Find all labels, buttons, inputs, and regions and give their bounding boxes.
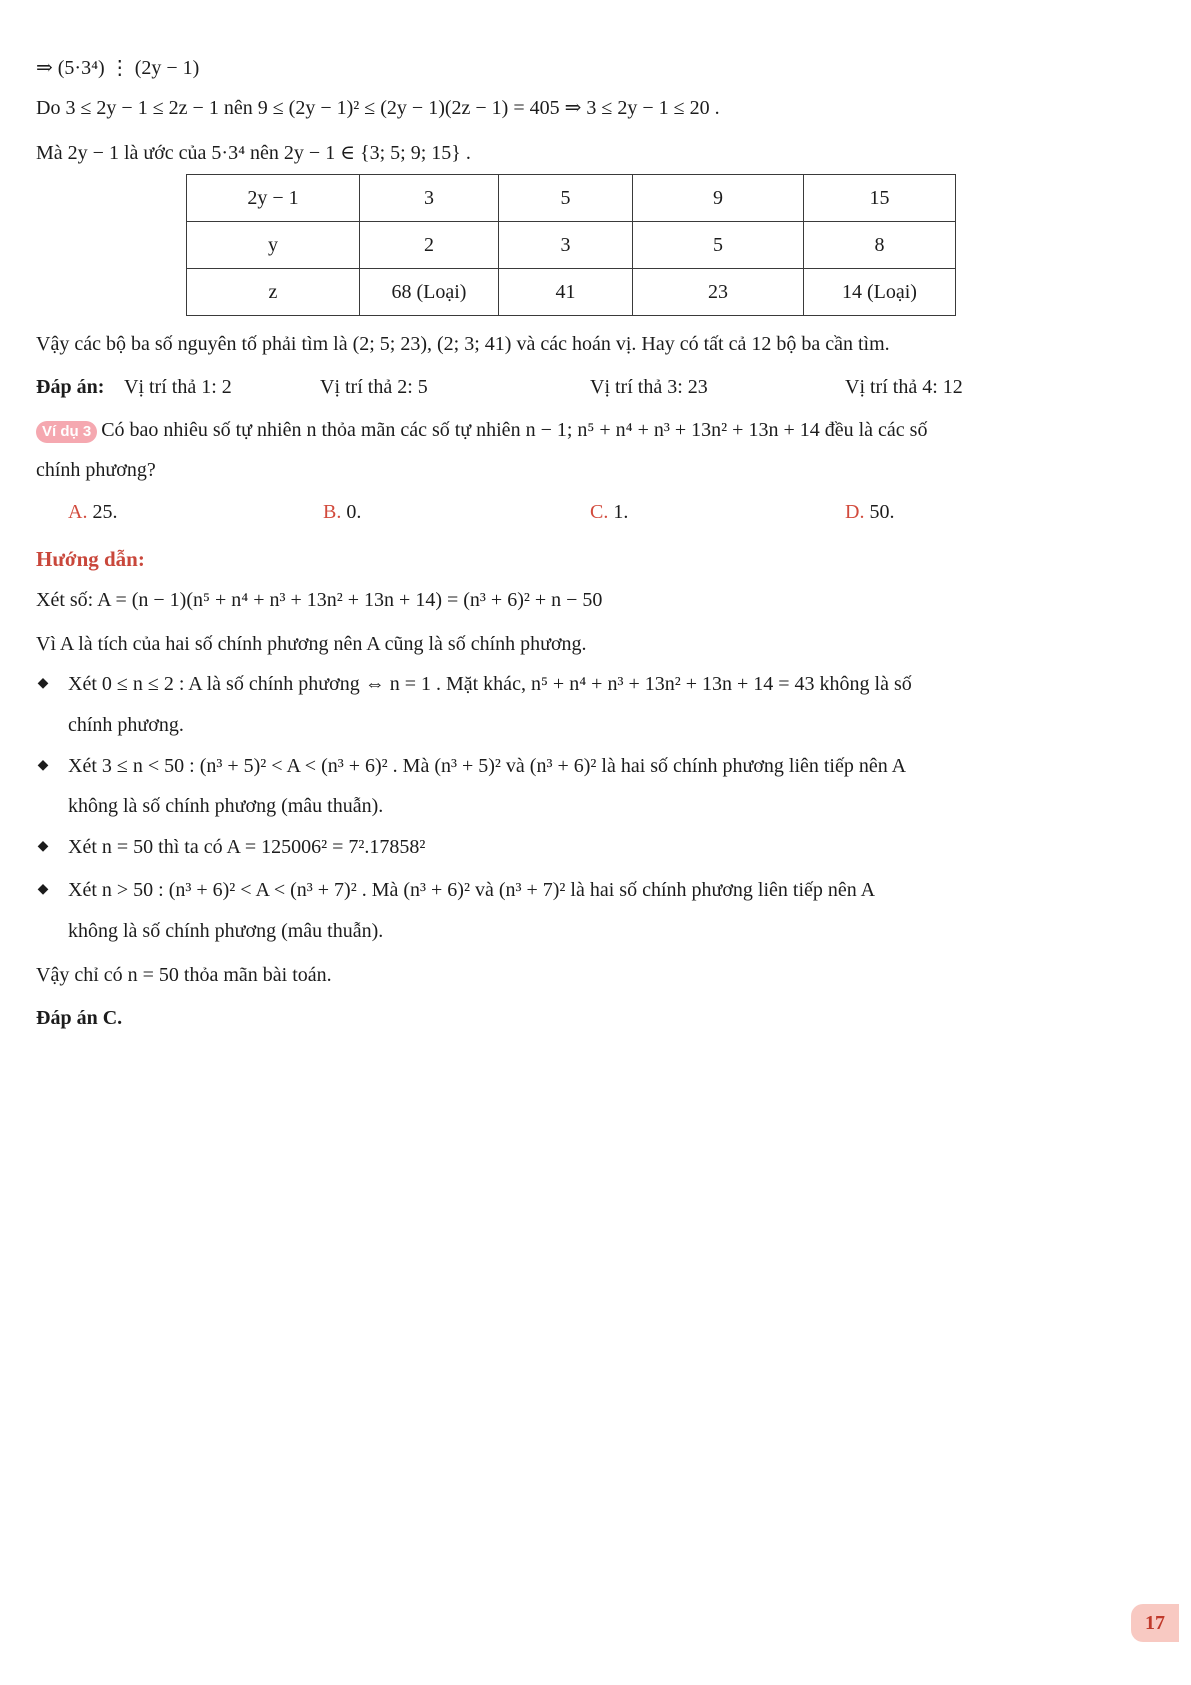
question-text: Có bao nhiêu số tự nhiên n thỏa mãn các số tự nhiên n − 1; n⁵ + n⁴ + n³ + 13n² + 13n + 14 đều là các số bbox=[101, 419, 928, 441]
case-3: Xét n = 50 thì ta có A = 125006² = 7².17858² bbox=[68, 836, 426, 858]
question-continuation: chính phương? bbox=[36, 459, 156, 481]
position-1: Vị trí thả 1: 2 bbox=[124, 376, 232, 398]
final-answer: Đáp án C. bbox=[36, 1007, 123, 1029]
page-number: 17 bbox=[1131, 1604, 1179, 1642]
bullet-icon: ◆ bbox=[37, 839, 49, 854]
option-letter: B. bbox=[323, 501, 342, 523]
table-cell: y bbox=[187, 222, 360, 269]
position-3: Vị trí thả 3: 23 bbox=[590, 376, 708, 398]
position-4: Vị trí thả 4: 12 bbox=[845, 376, 963, 398]
table-cell: 23 bbox=[633, 269, 804, 316]
table-cell: 2y − 1 bbox=[187, 175, 360, 222]
table-cell: 14 (Loại) bbox=[804, 269, 956, 316]
case-4-line-2: không là số chính phương (mâu thuẫn). bbox=[68, 920, 384, 942]
table-cell: 2 bbox=[360, 222, 499, 269]
guide-reasoning: Vì A là tích của hai số chính phương nên A cũng là số chính phương. bbox=[36, 633, 587, 655]
guide-expression: Xét số: A = (n − 1)(n⁵ + n⁴ + n³ + 13n² + 13n + 14) = (n³ + 6)² + n − 50 bbox=[36, 589, 603, 611]
table-row bbox=[187, 269, 956, 316]
table-cell: 68 (Loại) bbox=[360, 269, 499, 316]
final-conclusion: Vậy chỉ có n = 50 thỏa mãn bài toán. bbox=[36, 964, 332, 986]
line-inequality: Do 3 ≤ 2y − 1 ≤ 2z − 1 nên 9 ≤ (2y − 1)² ≤ (2y − 1)(2z − 1) = 405 ⇒ 3 ≤ 2y − 1 ≤ 20 . bbox=[36, 97, 720, 119]
option-letter: C. bbox=[590, 501, 609, 523]
bullet-icon: ◆ bbox=[37, 676, 49, 691]
table-cell: 5 bbox=[499, 175, 633, 222]
position-2: Vị trí thả 2: 5 bbox=[320, 376, 428, 398]
example-question bbox=[36, 416, 927, 444]
option-letter: A. bbox=[68, 501, 88, 523]
case-1-line-2: chính phương. bbox=[68, 714, 184, 736]
option-a[interactable] bbox=[68, 498, 117, 526]
option-d[interactable] bbox=[845, 498, 894, 526]
table-cell: 15 bbox=[804, 175, 956, 222]
option-text: 25. bbox=[92, 501, 118, 523]
table-row bbox=[187, 175, 956, 222]
option-text: 0. bbox=[346, 501, 362, 523]
case-2-line-1: Xét 3 ≤ n < 50 : (n³ + 5)² < A < (n³ + 6)² . Mà (n³ + 5)² và (n³ + 6)² là hai số chính phương liên tiếp nên A bbox=[68, 755, 907, 777]
conclusion-line: Vậy các bộ ba số nguyên tố phải tìm là (2; 5; 23), (2; 3; 41) và các hoán vị. Hay có tất cả 12 bộ ba cần tìm. bbox=[36, 333, 890, 355]
answer-positions bbox=[36, 373, 104, 401]
table-cell: 41 bbox=[499, 269, 633, 316]
guide-heading: Hướng dẫn: bbox=[36, 547, 145, 571]
solution-table bbox=[186, 174, 956, 316]
example-badge: Ví dụ 3 bbox=[36, 421, 97, 443]
option-text: 1. bbox=[613, 501, 629, 523]
case-1-line-1: Xét 0 ≤ n ≤ 2 : A là số chính phương ⇔ n = 1 . Mặt khác, n⁵ + n⁴ + n³ + 13n² + 13n + 14 = 43 không là số bbox=[68, 673, 912, 695]
table-row bbox=[187, 222, 956, 269]
table-cell: 5 bbox=[633, 222, 804, 269]
line-divisor: Mà 2y − 1 là ước của 5·3⁴ nên 2y − 1 ∈ {3; 5; 9; 15} . bbox=[36, 142, 471, 164]
line-divisibility: ⇒ (5·3⁴) ⋮ (2y − 1) bbox=[36, 57, 200, 79]
table-cell: 3 bbox=[360, 175, 499, 222]
table-cell: 8 bbox=[804, 222, 956, 269]
option-text: 50. bbox=[869, 501, 895, 523]
table-cell: 3 bbox=[499, 222, 633, 269]
case-2-line-2: không là số chính phương (mâu thuẫn). bbox=[68, 795, 384, 817]
table-cell: 9 bbox=[633, 175, 804, 222]
bullet-icon: ◆ bbox=[37, 882, 49, 897]
option-letter: D. bbox=[845, 501, 865, 523]
option-b[interactable] bbox=[323, 498, 361, 526]
option-c[interactable] bbox=[590, 498, 628, 526]
table-cell: z bbox=[187, 269, 360, 316]
case-4-line-1: Xét n > 50 : (n³ + 6)² < A < (n³ + 7)² . Mà (n³ + 6)² và (n³ + 7)² là hai số chính phương liên tiếp nên A bbox=[68, 879, 876, 901]
answer-label: Đáp án: bbox=[36, 376, 105, 398]
bullet-icon: ◆ bbox=[37, 758, 49, 773]
